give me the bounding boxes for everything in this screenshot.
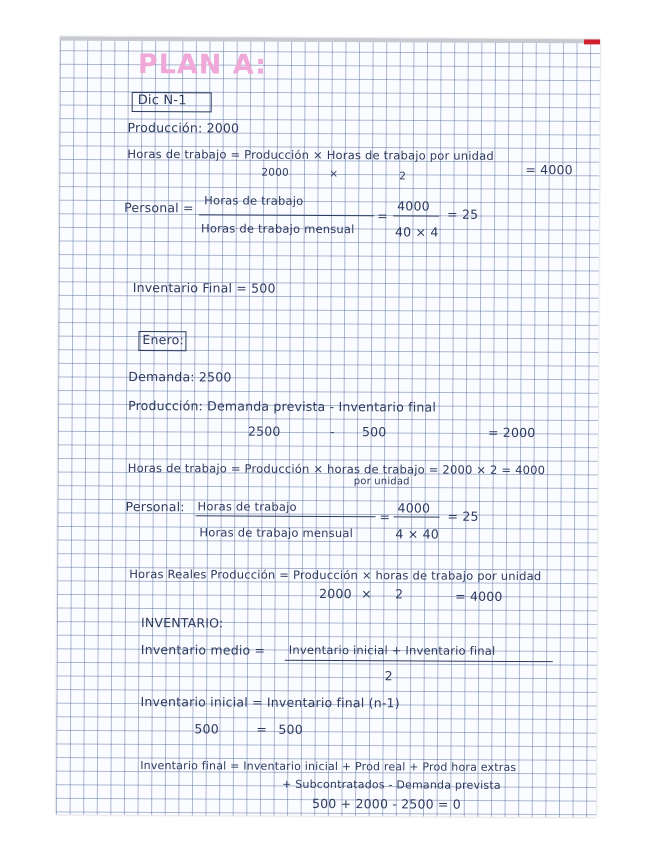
personal-equals: =	[377, 208, 388, 224]
inventario-final-line1: Inventario final = Inventario inicial + Prod real + Prod hora extras	[140, 759, 517, 774]
hr-value-b: 2	[395, 586, 404, 602]
personal-frac-num: 4000	[397, 198, 430, 214]
section2-header: Enero:	[142, 332, 184, 348]
inventario-inicial-eq: =	[256, 721, 268, 737]
personal2-equals: =	[379, 509, 391, 525]
horas-formula: Horas de trabajo = Producción × Horas de trabajo por unidad	[127, 146, 494, 163]
inventario-final-line: Inventario Final = 500	[132, 279, 276, 296]
personal2-frac-num: 4000	[397, 500, 431, 516]
personal2-label: Personal:	[125, 498, 185, 515]
personal2-numerator: Horas de trabajo	[197, 499, 297, 514]
personal2-frac-line	[394, 516, 440, 517]
hr-result: = 4000	[455, 588, 503, 604]
demanda-line: Demanda: 2500	[128, 368, 232, 385]
horas-trabajo-line: Horas de trabajo = Producción × horas de trabajo = 2000 × 2 = 4000	[127, 460, 546, 478]
inventario-inicial-b: 500	[278, 721, 303, 737]
horas-result: = 4000	[525, 162, 573, 178]
horas-value-a: 2000	[261, 166, 289, 179]
horas-trabajo-sub: por unidad	[353, 476, 410, 488]
personal-frac-den: 40 × 4	[394, 224, 439, 240]
personal-result: = 25	[447, 206, 479, 222]
personal-frac-line	[393, 215, 439, 216]
produccion-line: Producción: 2000	[127, 119, 240, 136]
hr-value-a: 2000	[319, 585, 352, 602]
inventario-medio-fraction-line	[285, 660, 553, 662]
inventario-inicial-line: Inventario inicial = Inventario final (n-1)	[140, 694, 400, 711]
personal-label: Personal =	[124, 199, 194, 216]
page-title: PLAN A:	[137, 48, 268, 81]
inventario-medio-label: Inventario medio =	[140, 642, 266, 658]
section3-header: INVENTARIO:	[140, 615, 224, 631]
inventario-inicial-a: 500	[194, 721, 219, 737]
inventario-medio-numerator: Inventario inicial + Inventario final	[288, 642, 496, 658]
notebook-page	[56, 37, 600, 818]
inventario-final-line3: 500 + 2000 - 2500 = 0	[311, 795, 462, 812]
inventario-final-line2: + Subcontratados - Demanda prevista	[282, 777, 501, 792]
prod-value-b: 500	[361, 424, 387, 440]
page-top-edge	[60, 37, 600, 44]
personal2-denominator: Horas de trabajo mensual	[199, 525, 354, 541]
personal-fraction-line	[199, 214, 374, 216]
prod-result: = 2000	[487, 424, 536, 441]
personal2-fraction-line	[196, 515, 376, 517]
personal2-frac-den: 4 × 40	[395, 526, 439, 542]
section1-header: Dic N-1	[137, 92, 187, 109]
prod-value-a: 2500	[247, 423, 281, 439]
horas-value-b: 2	[399, 170, 407, 183]
prod-value-op: -	[329, 424, 335, 440]
margin-red-mark	[584, 39, 600, 44]
personal-numerator: Horas de trabajo	[204, 193, 304, 208]
personal-denominator: Horas de trabajo mensual	[201, 221, 355, 237]
horas-reales-line: Horas Reales Producción = Producción × horas de trabajo por unidad	[129, 566, 542, 584]
personal2-result: = 25	[447, 508, 479, 524]
inventario-medio-denominator: 2	[384, 668, 393, 684]
hr-value-op: ×	[361, 586, 372, 602]
produccion-formula: Producción: Demanda prevista - Inventario final	[128, 397, 437, 415]
horas-value-op: ×	[329, 168, 339, 181]
